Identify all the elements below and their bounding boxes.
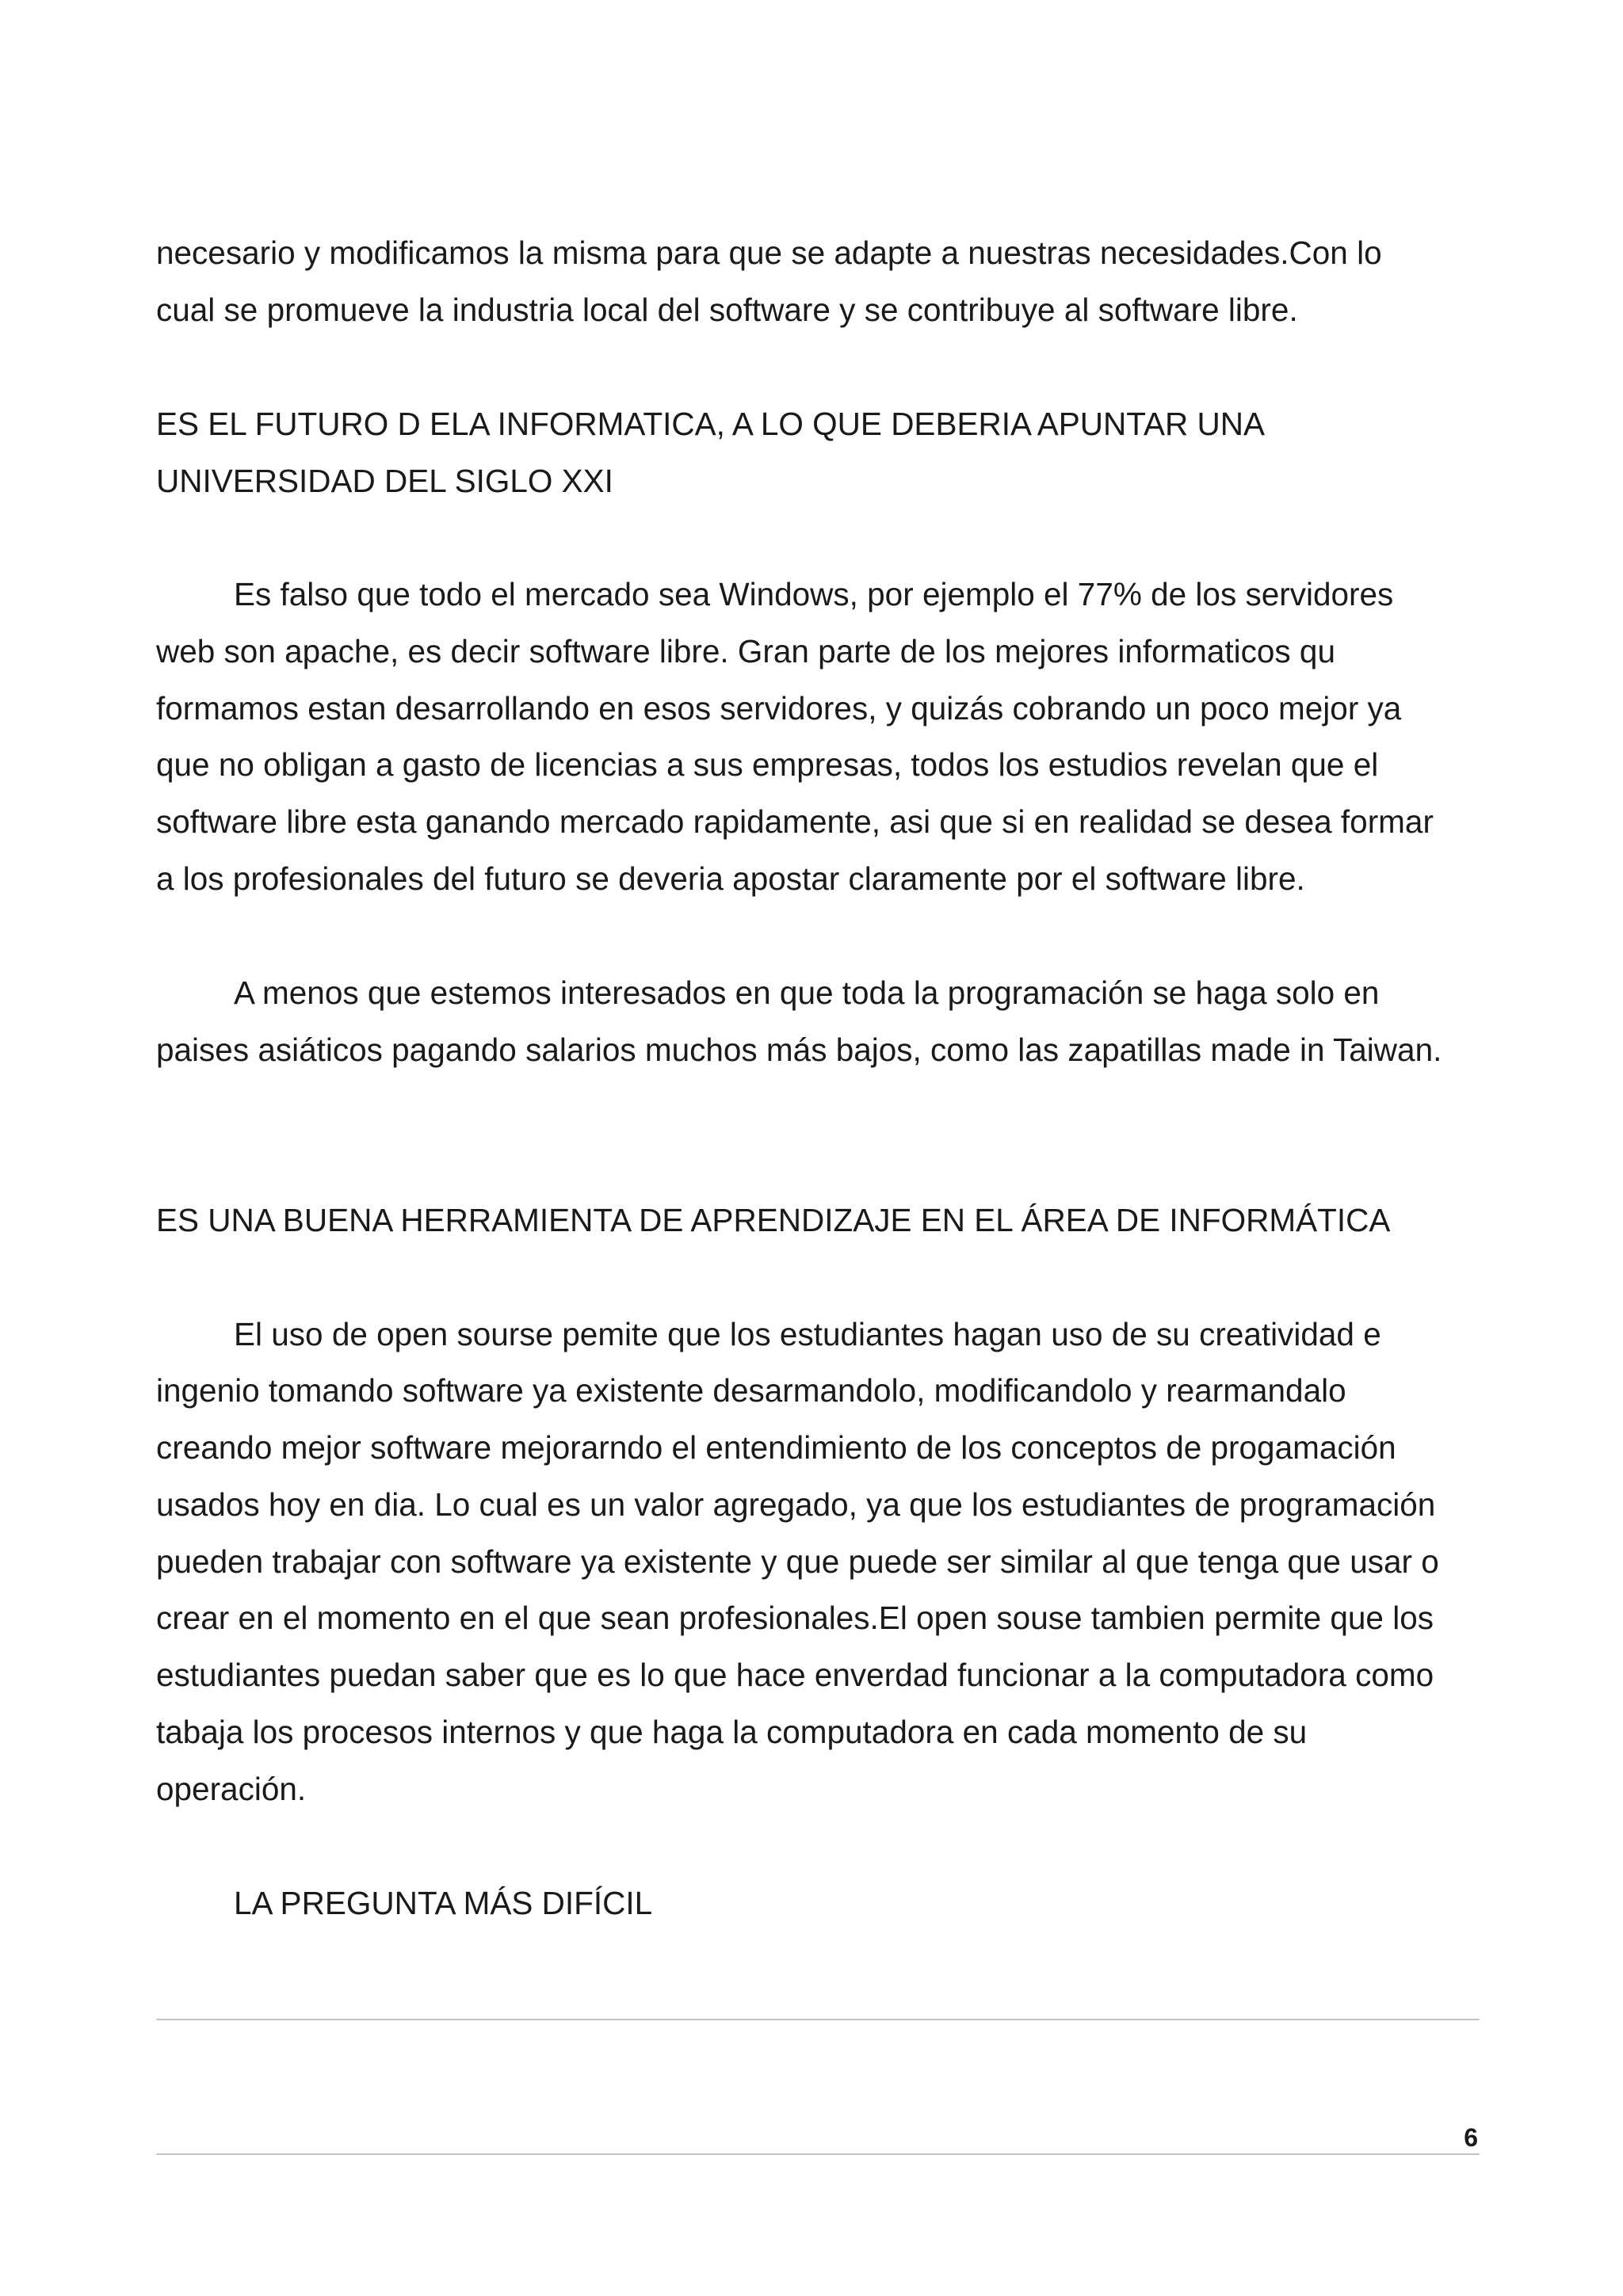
paragraph-line: formamos estan desarrollando en esos servidores, y quizás cobrando un poco mejor ya: [156, 690, 1402, 727]
paragraph-line: web son apache, es decir software libre. Gran parte de los mejores informaticos qu: [156, 633, 1335, 669]
section-heading: ES UNA BUENA HERRAMIENTA DE APRENDIZAJE EN EL ÁREA DE INFORMÁTICA: [156, 1202, 1391, 1238]
footer-divider-bottom: [156, 2153, 1480, 2155]
footer-divider-top: [156, 2019, 1480, 2020]
paragraph-line: usados hoy en dia. Lo cual es un valor agregado, ya que los estudiantes de programación: [156, 1486, 1436, 1523]
paragraph-line: El uso de open sourse pemite que los estudiantes hagan uso de su creatividad e: [234, 1316, 1381, 1352]
paragraph-line: ingenio tomando software ya existente desarmandolo, modificandolo y rearmandalo: [156, 1372, 1346, 1409]
paragraph-line: creando mejor software mejorarndo el entendimiento de los conceptos de progamación: [156, 1429, 1396, 1466]
paragraph-line: software libre esta ganando mercado rapidamente, asi que si en realidad se desea formar: [156, 803, 1434, 840]
section-heading: LA PREGUNTA MÁS DIFÍCIL: [234, 1885, 653, 1921]
paragraph-line: necesario y modificamos la misma para que se adapte a nuestras necesidades.Con lo: [156, 235, 1382, 271]
paragraph-line: paises asiáticos pagando salarios muchos más bajos, como las zapatillas made in Taiwan.: [156, 1032, 1442, 1068]
paragraph-line: tabaja los procesos internos y que haga la computadora en cada momento de su: [156, 1714, 1308, 1750]
paragraph-line: A menos que estemos interesados en que toda la programación se haga solo en: [234, 974, 1380, 1011]
paragraph-line: cual se promueve la industria local del software y se contribuye al software libre.: [156, 292, 1298, 328]
section-heading: UNIVERSIDAD DEL SIGLO XXI: [156, 463, 613, 499]
section-heading: ES EL FUTURO D ELA INFORMATICA, A LO QUE DEBERIA APUNTAR UNA: [156, 406, 1266, 442]
paragraph-line: estudiantes puedan saber que es lo que hace enverdad funcionar a la computadora como: [156, 1657, 1434, 1693]
paragraph-line: que no obligan a gasto de licencias a sus empresas, todos los estudios revelan que el: [156, 746, 1379, 783]
paragraph-line: pueden trabajar con software ya existente y que puede ser similar al que tenga que usar o: [156, 1543, 1439, 1580]
page-number: 6: [1464, 2123, 1478, 2152]
paragraph-line: Es falso que todo el mercado sea Windows, por ejemplo el 77% de los servidores: [234, 576, 1394, 612]
paragraph-line: crear en el momento en el que sean profesionales.El open souse tambien permite que los: [156, 1600, 1434, 1636]
paragraph-line: operación.: [156, 1771, 307, 1807]
paragraph-line: a los profesionales del futuro se deveria apostar claramente por el software libre.: [156, 860, 1305, 897]
